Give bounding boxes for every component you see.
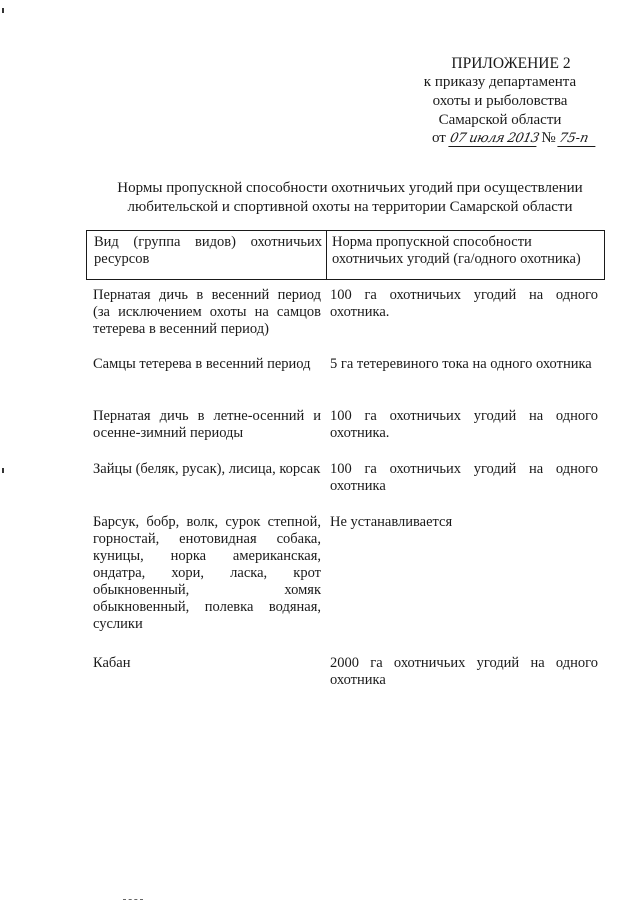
document-title (60, 179, 640, 217)
row-6-species: Кабан (93, 655, 131, 671)
row-1-species: Пернатая дичь в весенний период (за исключением охоты на самцов тетерева в весенний период) (93, 287, 321, 337)
number-prefix: № (541, 130, 556, 146)
row-5-norm: Не устанавливается (330, 514, 453, 530)
table-header-divider (326, 231, 327, 279)
handwritten-date: 07 июля 2013 (448, 131, 540, 146)
row-3-species: Пернатая дичь в летне-осенний и осенне-зимний периоды (93, 408, 321, 441)
order-date-number-line (432, 130, 597, 147)
appendix-line-2: охоты и рыболовства (432, 93, 568, 109)
row-4-norm: 100 га охотничьих угодий на одного охотника (330, 461, 598, 494)
scan-edge-mark (2, 468, 4, 473)
header-species: Вид (группа видов) охотничьих ресурсов (94, 234, 322, 267)
row-4-species: Зайцы (беляк, русак), лисица, корсак (93, 461, 321, 477)
row-2-norm: 5 га тетеревиного тока на одного охотника (330, 356, 592, 372)
row-1-norm: 100 га охотничьих угодий на одного охотника. (330, 287, 598, 320)
handwritten-number: 75-п (558, 131, 599, 147)
header-norm: Норма пропускной способности охотничьих угодий (га/одного охотника) (332, 234, 581, 267)
scan-edge-mark (2, 8, 4, 13)
appendix-line-3: Самарской области (438, 112, 562, 128)
appendix-title: ПРИЛОЖЕНИЕ 2 (451, 55, 571, 72)
table-header (86, 230, 605, 280)
row-2-species: Самцы тетерева в весенний период (93, 356, 311, 372)
row-5-species: Барсук, бобр, волк, сурок степной, горностай, енотовидная собака, куницы, норка американская, ондатра, хори, ласка, крот обыкновенный, хомяк обыкновенный, полевка водяная, суслики (93, 514, 321, 632)
document-title-line-2: любительской и спортивной охоты на территории Самарской области (127, 199, 573, 215)
row-3-norm: 100 га охотничьих угодий на одного охотника. (330, 408, 598, 441)
appendix-line-1: к приказу департамента (423, 74, 577, 90)
appendix-header (400, 54, 600, 130)
scan-footer-mark (123, 899, 143, 902)
row-6-norm: 2000 га охотничьих угодий на одного охотника (330, 655, 598, 688)
document-title-line-1: Нормы пропускной способности охотничьих угодий при осуществлении (117, 180, 583, 196)
date-prefix: от (432, 130, 446, 146)
